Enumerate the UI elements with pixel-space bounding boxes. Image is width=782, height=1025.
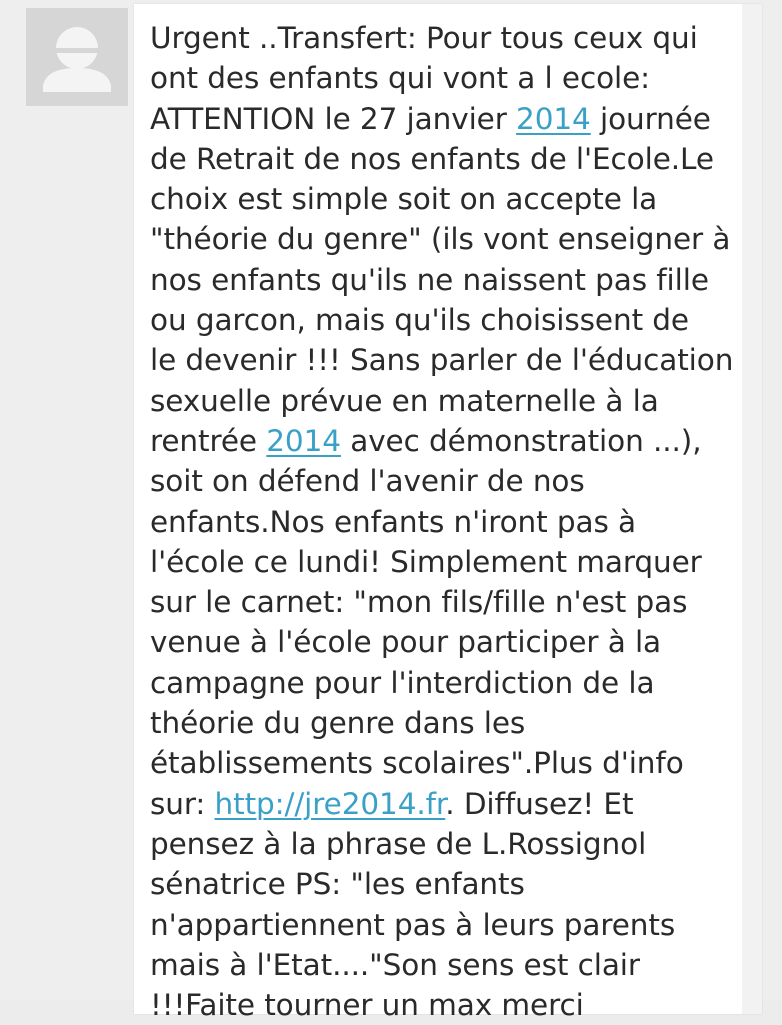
message-line bbox=[150, 824, 760, 864]
message-text-segment: . Diffusez! Et bbox=[445, 786, 634, 821]
message-text-segment: enfants.Nos enfants n'iront pas à bbox=[150, 504, 636, 539]
message-line bbox=[150, 582, 760, 622]
message-line bbox=[150, 300, 760, 340]
message-text-segment: le devenir !!! Sans parler de l'éducation bbox=[150, 343, 734, 378]
message-text-segment: l'école ce lundi! Simplement marquer bbox=[150, 544, 702, 579]
message-line bbox=[150, 421, 760, 461]
message-link[interactable]: 2014 bbox=[516, 101, 591, 136]
contact-avatar[interactable] bbox=[26, 8, 128, 106]
message-line bbox=[150, 743, 760, 783]
message-line bbox=[150, 945, 760, 985]
message-text-segment: nos enfants qu'ils ne naissent pas fille bbox=[150, 262, 709, 297]
message-text bbox=[150, 18, 760, 1025]
message-line bbox=[150, 542, 760, 582]
message-line bbox=[150, 219, 760, 259]
message-text-segment: ou garcon, mais qu'ils choisissent de bbox=[150, 303, 689, 338]
message-text-segment: sur: bbox=[150, 786, 215, 821]
message-text-segment: Urgent ..Transfert: Pour tous ceux qui bbox=[150, 21, 698, 55]
message-line bbox=[150, 381, 760, 421]
message-text-segment: avec démonstration ...), bbox=[340, 423, 702, 458]
message-line bbox=[150, 340, 760, 380]
message-line bbox=[150, 99, 760, 139]
message-line bbox=[150, 703, 760, 743]
message-line bbox=[150, 784, 760, 824]
message-text-segment: mais à l'Etat...."Son sens est clair bbox=[150, 947, 640, 982]
message-line bbox=[150, 864, 760, 904]
message-text-segment: théorie du genre dans les bbox=[150, 706, 526, 741]
message-line bbox=[150, 502, 760, 542]
message-text-segment: rentrée bbox=[150, 423, 267, 458]
message-line bbox=[150, 985, 760, 1025]
message-line bbox=[150, 663, 760, 703]
message-line bbox=[150, 58, 760, 98]
default-contact-icon bbox=[26, 8, 128, 106]
message-link[interactable]: 2014 bbox=[266, 423, 341, 458]
message-link[interactable]: http://jre2014.fr bbox=[214, 786, 446, 821]
message-text-segment: sur le carnet: "mon fils/fille n'est pas bbox=[150, 585, 688, 620]
message-text-segment: !!!Faite tourner un max merci bbox=[150, 988, 584, 1023]
message-line bbox=[150, 905, 760, 945]
message-line bbox=[150, 461, 760, 501]
message-text-segment: venue à l'école pour participer à la bbox=[150, 625, 662, 660]
message-line bbox=[150, 622, 760, 662]
message-line bbox=[150, 260, 760, 300]
message-text-segment: ATTENTION le 27 janvier bbox=[150, 101, 517, 136]
message-text-segment: choix est simple soit on accepte la bbox=[150, 182, 658, 217]
message-text-segment: journée bbox=[590, 101, 711, 136]
message-text-segment: de Retrait de nos enfants de l'Ecole.Le bbox=[150, 141, 714, 176]
message-text-segment: sexuelle prévue en maternelle à la bbox=[150, 383, 659, 418]
message-text-segment: ont des enfants qui vont a l ecole: bbox=[150, 61, 651, 96]
message-line bbox=[150, 139, 760, 179]
message-text-segment: n'appartiennent pas à leurs parents bbox=[150, 907, 676, 942]
message-text-segment: "théorie du genre" (ils vont enseigner à bbox=[150, 222, 731, 257]
message-text-segment: campagne pour l'interdiction de la bbox=[150, 665, 655, 700]
message-text-segment: pensez à la phrase de L.Rossignol bbox=[150, 826, 647, 861]
message-text-segment: soit on défend l'avenir de nos bbox=[150, 464, 585, 499]
message-line bbox=[150, 18, 760, 58]
message-text-segment: sénatrice PS: "les enfants bbox=[150, 867, 525, 902]
message-text-segment: établissements scolaires".Plus d'info bbox=[150, 746, 684, 781]
message-line bbox=[150, 179, 760, 219]
